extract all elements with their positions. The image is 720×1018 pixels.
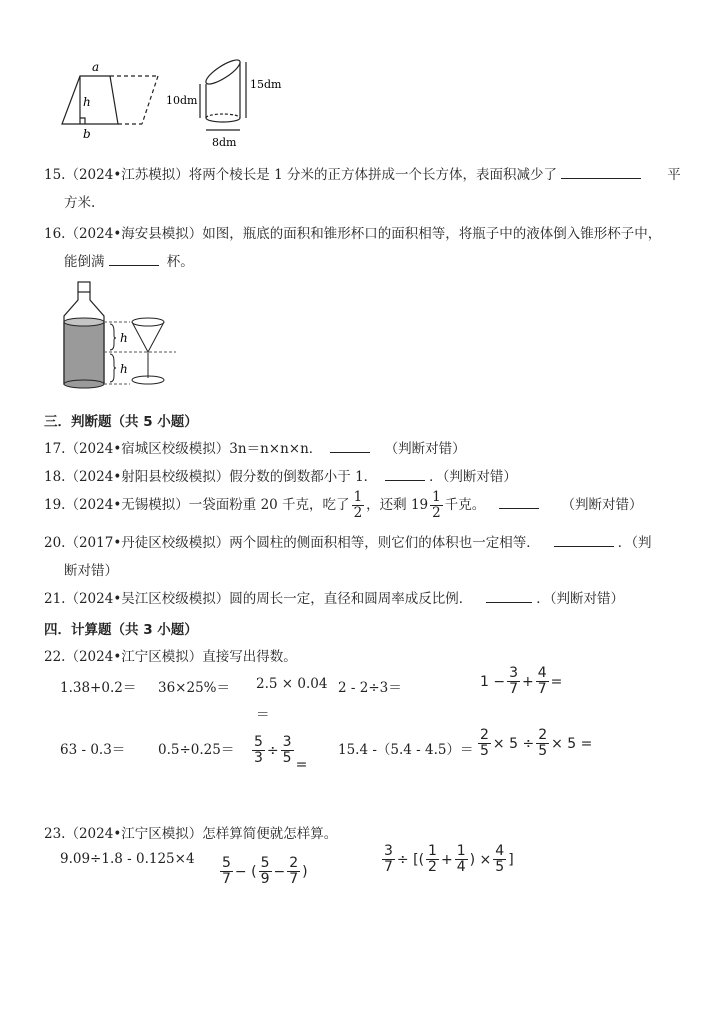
q22-expr-5: 1 − $\frac{3}{7}$ + $\frac{4}{7}$ = (480, 665, 563, 698)
question-16-continuation: 能倒满 杯。 (64, 254, 194, 270)
section-3-title: 三．判断题（共 5 小题） (44, 414, 198, 430)
q19-answer-blank[interactable] (499, 507, 539, 509)
q22-expr-10: $\frac{2}{5}$ × 5 ÷ $\frac{2}{5}$ × 5 = (480, 727, 593, 760)
question-17: 17.（2024•宿城区校级模拟）3n＝n×n×n． （判断对错） (44, 441, 466, 457)
q19-fraction-remaining: $\frac{1}{2}$ (432, 489, 441, 521)
q22-expr-4: 2 - 2÷3＝ (338, 680, 402, 696)
question-16: 16.（2024•海安县模拟）如图，瓶底的面积和锥形杯口的面积相等，将瓶子中的液体倒入锥形杯子中， (44, 226, 662, 242)
q22-expr-7: 0.5÷0.25＝ (158, 742, 235, 758)
question-20: 20.（2017•丹徒区校级模拟）两个圆柱的侧面积相等，则它们的体积也一定相等． ．（判 (44, 535, 652, 551)
question-23-title: 23.（2024•江宁区模拟）怎样算简便就怎样算。 (44, 826, 338, 842)
cylinder-right-label: 15dm (250, 78, 282, 91)
q23-expr-3: $\frac{3}{7}$ ÷ [( $\frac{1}{2}$ + $\frac{1}{4}$ ) × $\frac{4}{5}$ ] (384, 843, 514, 876)
question-20-continuation: 断对错） (64, 563, 118, 579)
question-18: 18.（2024•射阳县校级模拟）假分数的倒数都小于 1． ．（判断对错） (44, 469, 517, 485)
q17-answer-blank[interactable] (330, 451, 370, 453)
q22-expr-1: 1.38+0.2＝ (60, 680, 137, 696)
trapezoid-label-b: b (83, 127, 91, 141)
question-21: 21.（2024•吴江区校级模拟）圆的周长一定，直径和圆周率成反比例． ．（判断对错） (44, 591, 625, 607)
top-figures (50, 56, 300, 152)
q20-answer-blank[interactable] (554, 545, 614, 547)
q23-expr-1: 9.09÷1.8 - 0.125×4 (60, 851, 195, 867)
q21-answer-blank[interactable] (486, 601, 532, 603)
question-15: 15.（2024•江苏模拟）将两个棱长是 1 分米的正方体拼成一个长方体，表面积减少了 平 (44, 167, 681, 183)
figure-h-upper: h (120, 331, 128, 345)
question-19: 19.（2024•无锡模拟）一袋面粉重 20 千克，吃了 $\frac{1}{2}$ ，还剩 19 $\frac{1}{2}$ 千克。 （判断对错） (44, 489, 643, 521)
q22-expr-8: $\frac{5}{3}$ ÷ $\frac{3}{5}$ = (254, 734, 308, 773)
question-15-continuation: 方米. (64, 195, 96, 211)
q16-answer-blank[interactable] (109, 264, 159, 266)
cylinder-figure (200, 56, 246, 130)
q22-expr-3-equals: ＝ (256, 707, 270, 723)
trapezoid-label-a: a (92, 60, 100, 74)
q22-expr-3: 2.5 × 0.04 (256, 676, 328, 692)
q15-answer-blank[interactable] (561, 177, 641, 179)
section-4-title: 四．计算题（共 3 小题） (44, 622, 198, 638)
cylinder-left-label: 10dm (166, 94, 198, 107)
cylinder-bottom-label: 8dm (212, 136, 237, 149)
q22-expr-2: 36×25%＝ (158, 680, 230, 696)
figure-h-lower: h (120, 362, 128, 376)
question-22-title: 22.（2024•江宁区模拟）直接写出得数。 (44, 649, 297, 665)
trapezoid-label-h: h (83, 95, 91, 109)
bottle-cone-figure (56, 280, 196, 392)
q22-expr-6: 63 - 0.3＝ (60, 742, 126, 758)
q23-expr-2: $\frac{5}{7}$ − ( $\frac{5}{9}$ − $\frac{2}{7}$ ) (222, 855, 308, 888)
q18-answer-blank[interactable] (385, 479, 425, 481)
q19-fraction-eaten: $\frac{1}{2}$ (353, 489, 363, 521)
q22-expr-9: 15.4 -（5.4 - 4.5）＝ (338, 742, 474, 758)
trapezoid-figure (62, 76, 158, 124)
